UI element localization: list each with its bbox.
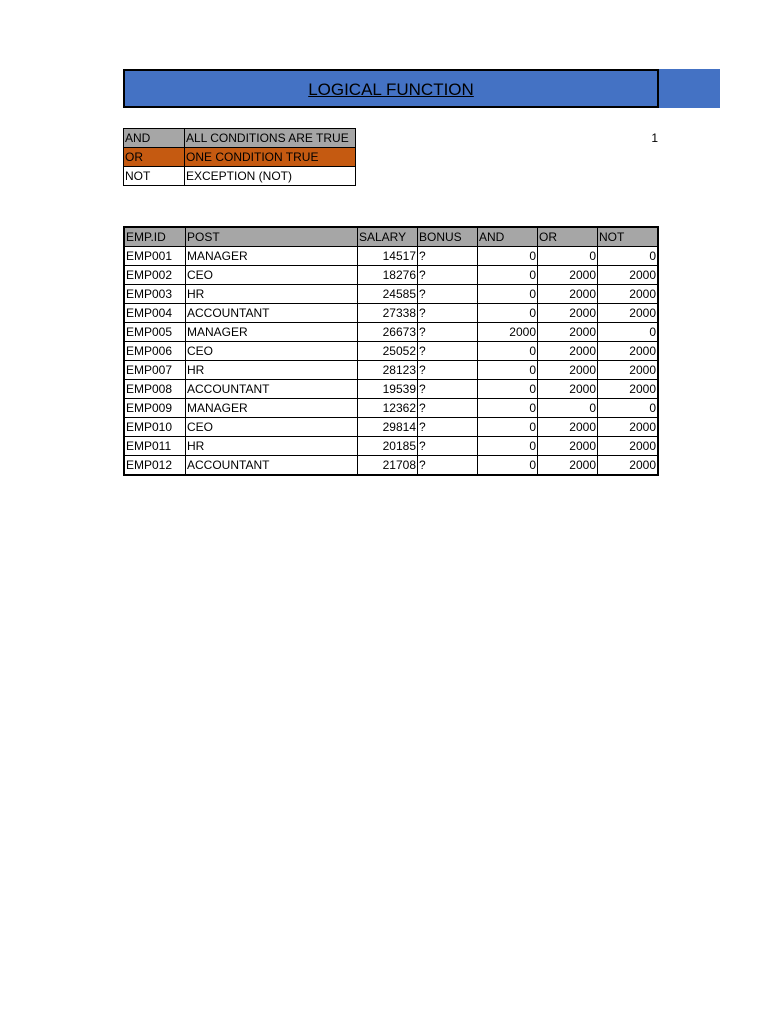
not-cell[interactable]: 2000	[598, 285, 659, 304]
table-row	[124, 247, 658, 266]
table-row	[124, 323, 658, 342]
and-cell[interactable]: 0	[478, 266, 538, 285]
and-cell[interactable]: 0	[478, 418, 538, 437]
post-cell[interactable]: CEO	[186, 418, 358, 437]
not-cell[interactable]: 0	[598, 399, 659, 418]
header-post[interactable]: POST	[186, 227, 358, 247]
emp-id-cell[interactable]: EMP004	[124, 304, 186, 323]
bonus-cell[interactable]: ?	[418, 304, 478, 323]
or-cell[interactable]: 0	[538, 399, 598, 418]
and-cell[interactable]: 0	[478, 361, 538, 380]
bonus-cell[interactable]: ?	[418, 437, 478, 456]
title-banner-extension	[659, 69, 720, 108]
table-row	[124, 266, 658, 285]
table-header-row	[124, 227, 658, 247]
emp-id-cell[interactable]: EMP003	[124, 285, 186, 304]
and-cell[interactable]: 0	[478, 456, 538, 476]
or-cell[interactable]: 2000	[538, 285, 598, 304]
post-cell[interactable]: CEO	[186, 342, 358, 361]
legend-desc-cell[interactable]: EXCEPTION (NOT)	[185, 167, 356, 186]
emp-id-cell[interactable]: EMP011	[124, 437, 186, 456]
and-cell[interactable]: 0	[478, 399, 538, 418]
and-cell[interactable]: 2000	[478, 323, 538, 342]
bonus-cell[interactable]: ?	[418, 266, 478, 285]
post-cell[interactable]: HR	[186, 285, 358, 304]
legend-op-cell[interactable]: AND	[124, 129, 185, 148]
and-cell[interactable]: 0	[478, 304, 538, 323]
salary-cell[interactable]: 19539	[358, 380, 418, 399]
page-title: LOGICAL FUNCTION	[308, 80, 474, 99]
salary-cell[interactable]: 12362	[358, 399, 418, 418]
or-cell[interactable]: 0	[538, 247, 598, 266]
bonus-cell[interactable]: ?	[418, 342, 478, 361]
table-row	[124, 437, 658, 456]
post-cell[interactable]: ACCOUNTANT	[186, 304, 358, 323]
or-cell[interactable]: 2000	[538, 418, 598, 437]
header-or[interactable]: OR	[538, 227, 598, 247]
or-cell[interactable]: 2000	[538, 456, 598, 476]
salary-cell[interactable]: 25052	[358, 342, 418, 361]
not-cell[interactable]: 0	[598, 247, 659, 266]
legend-op-cell[interactable]: OR	[124, 148, 185, 167]
employee-bonus-table	[123, 226, 659, 476]
header-emp-id[interactable]: EMP.ID	[124, 227, 186, 247]
not-cell[interactable]: 2000	[598, 380, 659, 399]
or-cell[interactable]: 2000	[538, 323, 598, 342]
logical-operators-legend	[123, 128, 356, 186]
bonus-cell[interactable]: ?	[418, 418, 478, 437]
salary-cell[interactable]: 26673	[358, 323, 418, 342]
post-cell[interactable]: ACCOUNTANT	[186, 456, 358, 476]
header-not[interactable]: NOT	[598, 227, 659, 247]
not-cell[interactable]: 2000	[598, 342, 659, 361]
table-row	[124, 456, 658, 476]
legend-row-not	[124, 167, 356, 186]
not-cell[interactable]: 2000	[598, 437, 659, 456]
emp-id-cell[interactable]: EMP001	[124, 247, 186, 266]
salary-cell[interactable]: 29814	[358, 418, 418, 437]
emp-id-cell[interactable]: EMP010	[124, 418, 186, 437]
post-cell[interactable]: MANAGER	[186, 399, 358, 418]
not-cell[interactable]: 0	[598, 323, 659, 342]
legend-op-cell[interactable]: NOT	[124, 167, 185, 186]
table-row	[124, 361, 658, 380]
emp-id-cell[interactable]: EMP005	[124, 323, 186, 342]
emp-id-cell[interactable]: EMP008	[124, 380, 186, 399]
table-row	[124, 418, 658, 437]
post-cell[interactable]: HR	[186, 437, 358, 456]
corner-value-cell[interactable]: 1	[651, 131, 658, 145]
and-cell[interactable]: 0	[478, 380, 538, 399]
table-row	[124, 285, 658, 304]
salary-cell[interactable]: 24585	[358, 285, 418, 304]
salary-cell[interactable]: 14517	[358, 247, 418, 266]
table-row	[124, 342, 658, 361]
bonus-cell[interactable]: ?	[418, 399, 478, 418]
legend-desc-cell[interactable]: ONE CONDITION TRUE	[185, 148, 356, 167]
legend-desc-cell[interactable]: ALL CONDITIONS ARE TRUE	[185, 129, 356, 148]
salary-cell[interactable]: 18276	[358, 266, 418, 285]
legend-row-or	[124, 148, 356, 167]
emp-id-cell[interactable]: EMP002	[124, 266, 186, 285]
bonus-cell[interactable]: ?	[418, 323, 478, 342]
legend-row-and	[124, 129, 356, 148]
bonus-cell[interactable]: ?	[418, 361, 478, 380]
post-cell[interactable]: MANAGER	[186, 247, 358, 266]
not-cell[interactable]: 2000	[598, 418, 659, 437]
and-cell[interactable]: 0	[478, 247, 538, 266]
and-cell[interactable]: 0	[478, 285, 538, 304]
post-cell[interactable]: ACCOUNTANT	[186, 380, 358, 399]
post-cell[interactable]: MANAGER	[186, 323, 358, 342]
title-banner	[123, 69, 659, 108]
or-cell[interactable]: 2000	[538, 361, 598, 380]
salary-cell[interactable]: 20185	[358, 437, 418, 456]
bonus-cell[interactable]: ?	[418, 247, 478, 266]
header-salary[interactable]: SALARY	[358, 227, 418, 247]
table-row	[124, 380, 658, 399]
not-cell[interactable]: 2000	[598, 361, 659, 380]
emp-id-cell[interactable]: EMP009	[124, 399, 186, 418]
header-and[interactable]: AND	[478, 227, 538, 247]
bonus-cell[interactable]: ?	[418, 456, 478, 476]
salary-cell[interactable]: 27338	[358, 304, 418, 323]
table-row	[124, 399, 658, 418]
salary-cell[interactable]: 21708	[358, 456, 418, 476]
bonus-cell[interactable]: ?	[418, 380, 478, 399]
not-cell[interactable]: 2000	[598, 304, 659, 323]
salary-cell[interactable]: 28123	[358, 361, 418, 380]
or-cell[interactable]: 2000	[538, 266, 598, 285]
or-cell[interactable]: 2000	[538, 380, 598, 399]
and-cell[interactable]: 0	[478, 437, 538, 456]
not-cell[interactable]: 2000	[598, 456, 659, 476]
or-cell[interactable]: 2000	[538, 304, 598, 323]
emp-id-cell[interactable]: EMP012	[124, 456, 186, 476]
bonus-cell[interactable]: ?	[418, 285, 478, 304]
or-cell[interactable]: 2000	[538, 342, 598, 361]
post-cell[interactable]: CEO	[186, 266, 358, 285]
emp-id-cell[interactable]: EMP006	[124, 342, 186, 361]
or-cell[interactable]: 2000	[538, 437, 598, 456]
post-cell[interactable]: HR	[186, 361, 358, 380]
header-bonus[interactable]: BONUS	[418, 227, 478, 247]
table-row	[124, 304, 658, 323]
and-cell[interactable]: 0	[478, 342, 538, 361]
not-cell[interactable]: 2000	[598, 266, 659, 285]
emp-id-cell[interactable]: EMP007	[124, 361, 186, 380]
